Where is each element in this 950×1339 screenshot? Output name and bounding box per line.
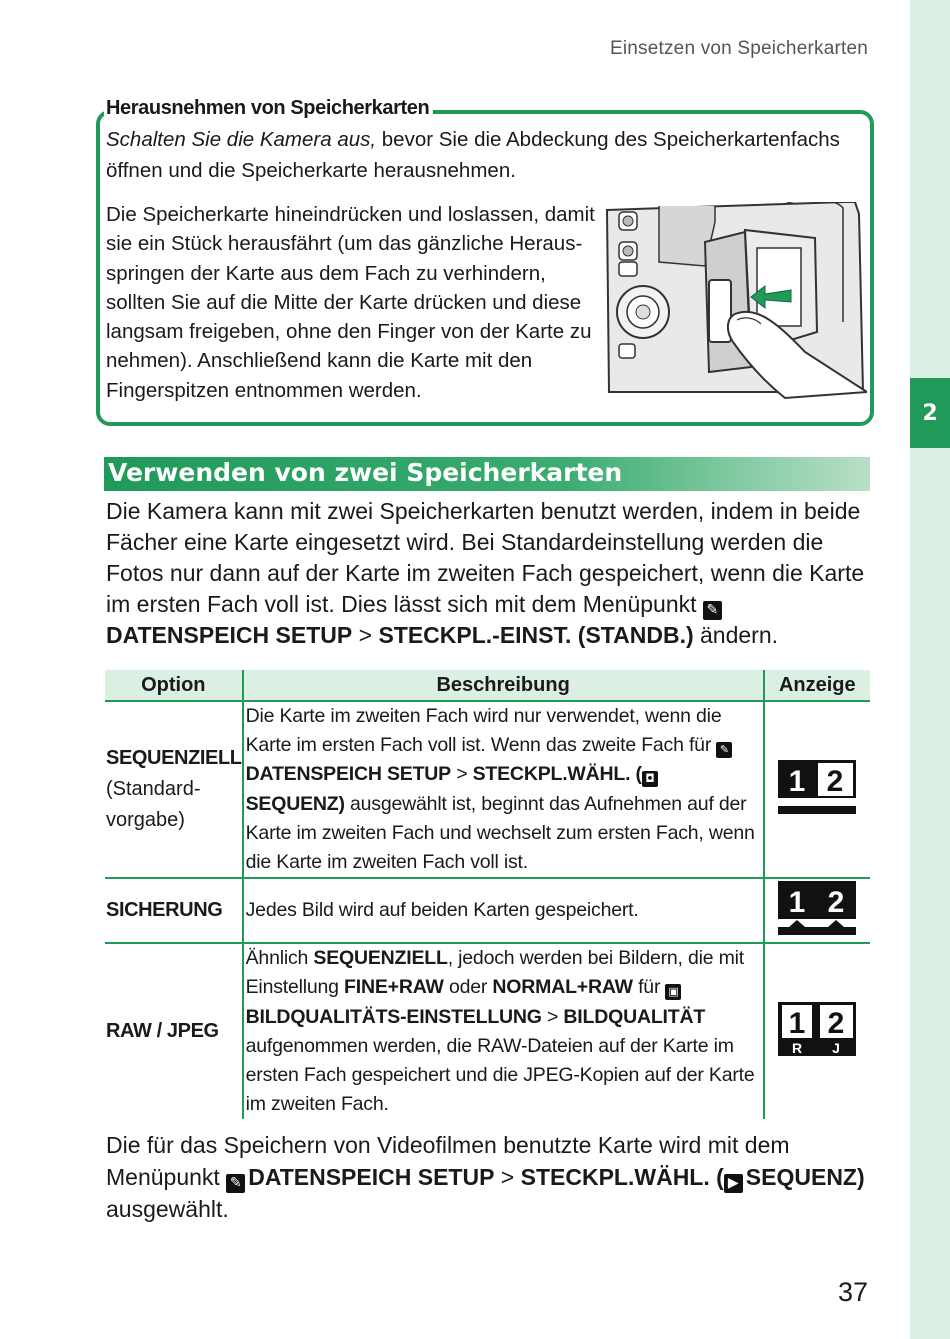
setup-menu-icon: ✎ bbox=[703, 601, 722, 620]
indicator-cell bbox=[764, 943, 870, 1119]
header-option: Option bbox=[105, 670, 243, 701]
slot-2-label: 2 bbox=[827, 1007, 845, 1041]
option-cell bbox=[105, 943, 243, 1119]
footer-sep: > bbox=[494, 1164, 521, 1190]
footer-menu: STECKPL.WÄHL. ( bbox=[520, 1164, 724, 1190]
desc-menu: BILDQUALITÄT bbox=[563, 1005, 706, 1028]
slot-1-label: 1 bbox=[788, 765, 806, 799]
menu-setup: DATENSPEICH SETUP bbox=[106, 622, 353, 648]
option-name: RAW / JPEG bbox=[106, 1020, 219, 1043]
table-row bbox=[105, 878, 870, 943]
description-cell bbox=[243, 943, 764, 1119]
still-camera-icon: ◘ bbox=[642, 771, 658, 787]
desc-text: ausgewählt ist, beginnt das Aufnehmen auf der Karte im zweiten Fach und wechselt zum ersten Fach, wenn die Karte im zweiten Fach voll ist. bbox=[245, 792, 755, 874]
desc-emph: FINE+RAW bbox=[344, 976, 444, 999]
option-subtext: (Standard-vorgabe) bbox=[106, 778, 201, 832]
desc-emph: NORMAL+RAW bbox=[492, 976, 633, 999]
slot-2-label: 2 bbox=[826, 765, 844, 799]
desc-text: , jedoch werden bei Bildern, die mit Einstellung bbox=[245, 947, 745, 999]
desc-sep: > bbox=[450, 763, 473, 786]
side-strip bbox=[910, 0, 950, 1339]
description-cell bbox=[243, 701, 764, 878]
footer-paragraph bbox=[106, 1129, 886, 1225]
desc-menu: BILDQUALITÄTS-EINSTELLUNG bbox=[245, 1005, 542, 1028]
menu-separator: > bbox=[352, 622, 379, 648]
desc-sep: > bbox=[541, 1005, 564, 1028]
footer-text: ausgewählt. bbox=[106, 1196, 229, 1222]
option-name: SEQUENZIELL bbox=[106, 747, 242, 770]
options-table bbox=[105, 670, 870, 1119]
intro-paragraph bbox=[106, 496, 876, 651]
page-number: 37 bbox=[837, 1277, 868, 1307]
slot-1-label: 1 bbox=[788, 886, 806, 920]
callout-intro-text: bevor Sie die Abdeckung des Speicherkartenfachs öffnen und die Speicherkarte herausnehmen. bbox=[106, 128, 840, 182]
desc-menu: STECKPL.WÄHL. ( bbox=[472, 763, 642, 786]
jpeg-label: J bbox=[832, 1040, 841, 1057]
table-row bbox=[105, 943, 870, 1119]
chapter-tab: 2 bbox=[910, 378, 950, 448]
callout-intro-emphasis: Schalten Sie die Kamera aus, bbox=[106, 128, 377, 151]
footer-text: Die für das Speichern von Videofilmen benutzte Karte wird mit dem Menüpunkt bbox=[106, 1132, 790, 1190]
slot-1-label: 1 bbox=[788, 1007, 806, 1041]
desc-text: für bbox=[632, 976, 666, 999]
setup-menu-icon: ✎ bbox=[716, 742, 732, 758]
option-cell bbox=[105, 701, 243, 878]
footer-menu: SEQUENZ) bbox=[745, 1164, 865, 1190]
desc-text: Die Karte im zweiten Fach wird nur verwendet, wenn die Karte im ersten Fach voll ist. Wenn das zweite Fach für bbox=[245, 705, 722, 757]
raw-label: R bbox=[792, 1040, 803, 1057]
image-quality-icon: ▣ bbox=[665, 984, 681, 1000]
callout-body: Die Speicherkarte hineindrücken und loslassen, damit sie ein Stück herausfährt (um das gänzliche Herausspringen der Karte aus dem Fach zu verhindern, sollten Sie auf die Mitte der Karte drücken und diese langsam freigeben, ohne den Finger von der Karte zu nehmen). Anschließend kann die Karte mit den Fingerspitzen entnommen werden. bbox=[106, 203, 595, 402]
footer-menu: DATENSPEICH SETUP bbox=[248, 1164, 495, 1190]
desc-text: Ähnlich bbox=[245, 947, 314, 970]
header-description: Beschreibung bbox=[243, 670, 764, 701]
indicator-cell bbox=[764, 878, 870, 943]
slot-2-label: 2 bbox=[827, 886, 845, 920]
desc-menu: DATENSPEICH SETUP bbox=[245, 763, 451, 786]
slot-indicator-backup bbox=[776, 879, 858, 937]
desc-text: oder bbox=[443, 976, 493, 999]
callout-intro bbox=[106, 124, 866, 186]
running-head: Einsetzen von Speicherkarten bbox=[609, 38, 868, 59]
option-cell bbox=[105, 878, 243, 943]
option-name: SICHERUNG bbox=[106, 899, 223, 922]
table-header-row bbox=[105, 670, 870, 701]
intro-end: ändern. bbox=[693, 622, 779, 648]
desc-menu: SEQUENZ) bbox=[245, 792, 345, 815]
description-cell: Jedes Bild wird auf beiden Karten gespeichert. bbox=[243, 878, 764, 943]
slot-indicator-sequential bbox=[776, 758, 858, 816]
desc-emph: SEQUENZIELL bbox=[313, 947, 448, 970]
setup-menu-icon: ✎ bbox=[226, 1174, 245, 1193]
header-indicator: Anzeige bbox=[764, 670, 870, 701]
callout-title: Herausnehmen von Speicherkarten bbox=[104, 97, 433, 120]
intro-text: Die Kamera kann mit zwei Speicherkarten benutzt werden, indem in beide Fächer eine Karte eingesetzt wird. Bei Standardeinstellung werden die Fotos nur dann auf der Karte im zweiten Fach gespeichert, wenn die Karte im ersten Fach voll ist. Dies lässt sich mit dem Menüpunkt bbox=[106, 498, 865, 617]
movie-camera-icon: ▶ bbox=[724, 1174, 743, 1193]
slot-indicator-raw-jpeg bbox=[776, 1000, 858, 1058]
desc-text: aufgenommen werden, die RAW-Dateien auf der Karte im ersten Fach gespeichert und die JPEG-Kopien auf der Karte im zweiten Fach. bbox=[245, 1034, 755, 1116]
table-row bbox=[105, 701, 870, 878]
indicator-cell bbox=[764, 701, 870, 878]
section-title: Verwenden von zwei Speicherkarten bbox=[108, 458, 623, 487]
camera-illustration bbox=[605, 202, 867, 402]
menu-slot-setting: STECKPL.-EINST. (STANDB.) bbox=[378, 622, 694, 648]
